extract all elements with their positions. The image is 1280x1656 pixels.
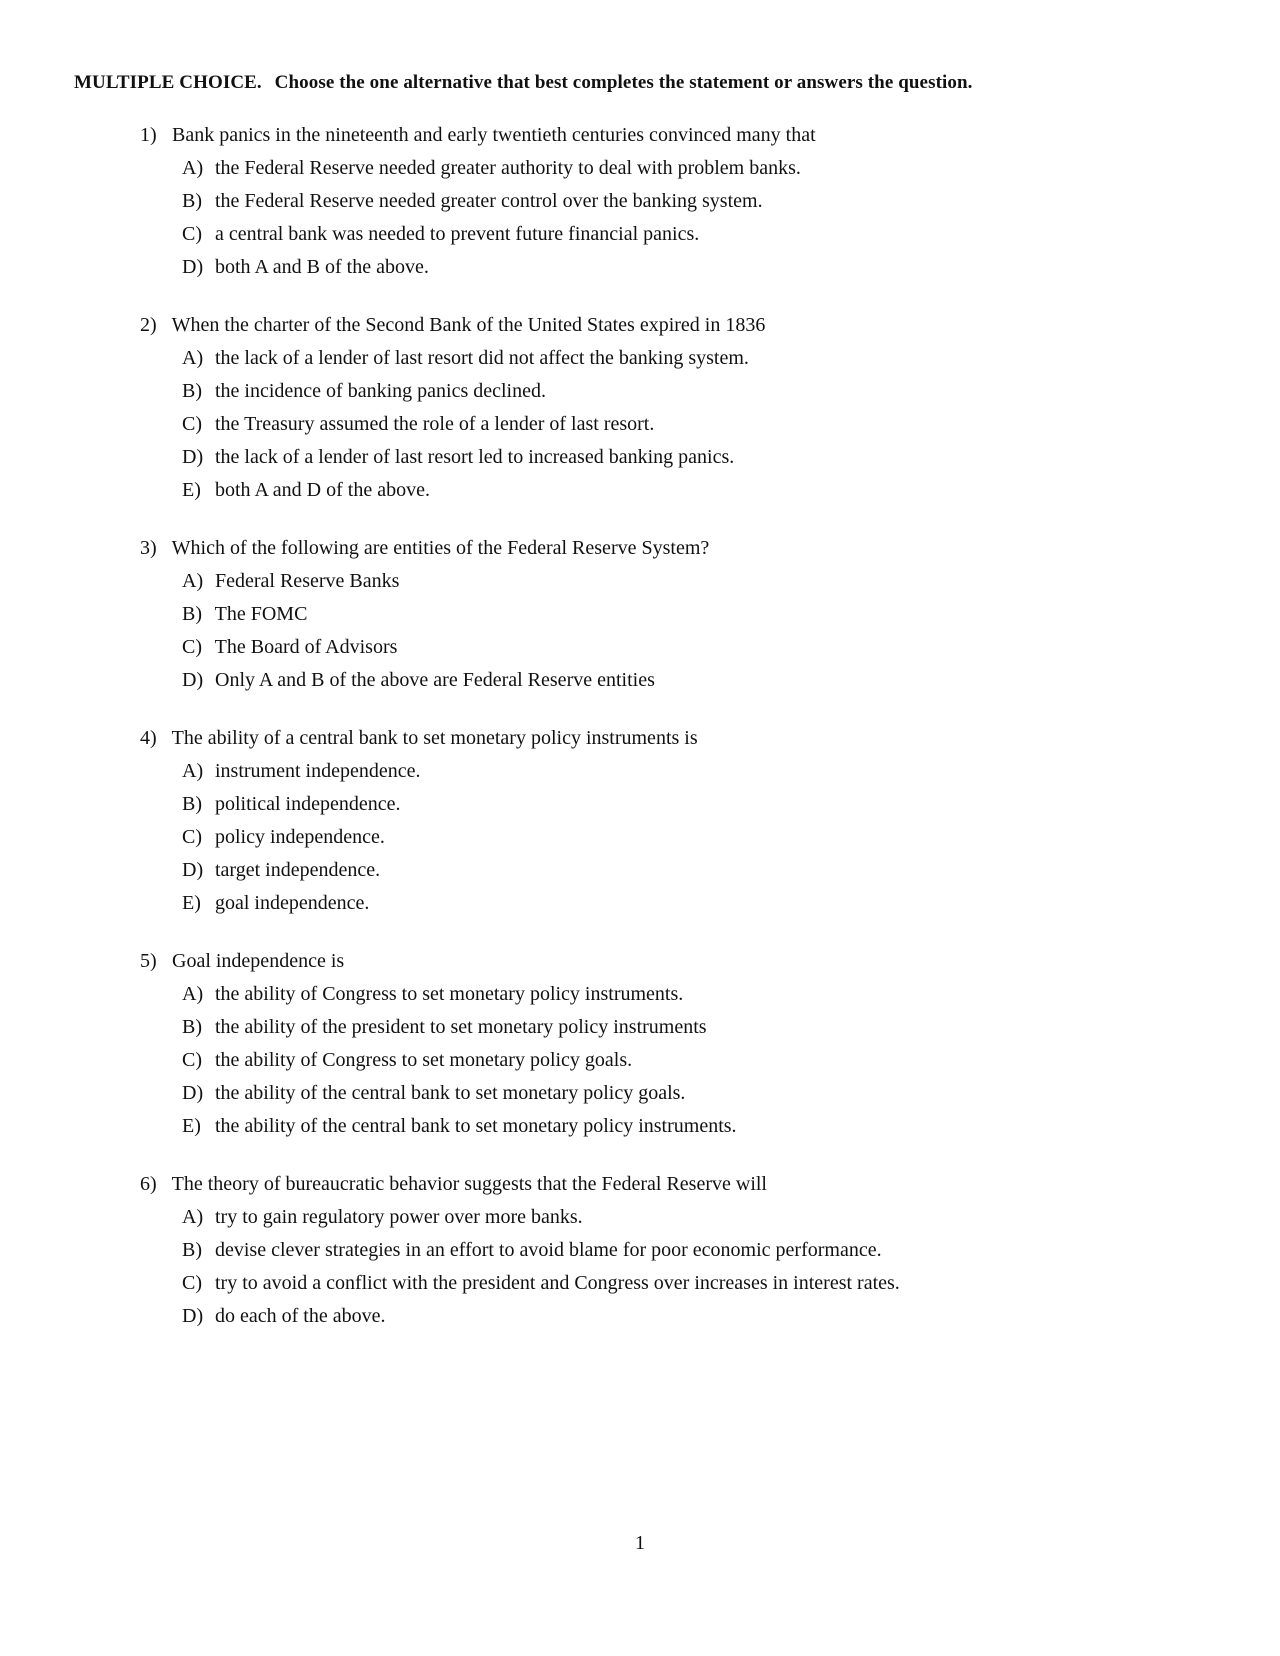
choice-letter: C) (182, 413, 202, 435)
choice-letter: B) (182, 1016, 202, 1038)
answer-choice (140, 1267, 900, 1300)
choice-text: the Federal Reserve needed greater control over the banking system. (215, 190, 763, 212)
choice-text: the Treasury assumed the role of a lender of last resort. (215, 413, 655, 435)
answer-choice (140, 978, 737, 1011)
choice-text: goal independence. (215, 892, 370, 914)
question-stem (140, 119, 816, 152)
choice-text: the ability of Congress to set monetary policy goals. (215, 1049, 633, 1071)
question-number: 5) (140, 950, 157, 972)
question-number: 2) (140, 314, 157, 336)
answer-choice (140, 788, 698, 821)
choice-letter: D) (182, 1305, 204, 1327)
question-text: The ability of a central bank to set monetary policy instruments is (171, 727, 698, 749)
choice-text: both A and D of the above. (215, 479, 430, 501)
choice-text: the ability of the central bank to set monetary policy goals. (215, 1082, 686, 1104)
answer-choice (140, 598, 709, 631)
question-number: 1) (140, 124, 157, 146)
choice-text: do each of the above. (215, 1305, 386, 1327)
answer-choice (140, 441, 765, 474)
answer-choice (140, 185, 816, 218)
choice-letter: C) (182, 1049, 202, 1071)
choice-letter: A) (182, 347, 204, 369)
question-2 (140, 309, 765, 507)
choice-text: the ability of the president to set monetary policy instruments (215, 1016, 707, 1038)
choice-text: The Board of Advisors (214, 636, 398, 658)
answer-choice (140, 664, 709, 697)
section-title: MULTIPLE CHOICE. (74, 72, 262, 93)
answer-choice (140, 565, 709, 598)
question-text: Bank panics in the nineteenth and early twentieth centuries convinced many that (172, 124, 816, 146)
answer-choice (140, 887, 698, 920)
question-text: The theory of bureaucratic behavior suggests that the Federal Reserve will (171, 1173, 767, 1195)
choice-text: instrument independence. (215, 760, 421, 782)
answer-choice (140, 474, 765, 507)
choice-text: target independence. (215, 859, 381, 881)
choice-text: the Federal Reserve needed greater authority to deal with problem banks. (215, 157, 801, 179)
choice-letter: C) (182, 1272, 202, 1294)
answer-choice (140, 342, 765, 375)
answer-choice (140, 755, 698, 788)
question-1 (140, 119, 816, 284)
answer-choice (140, 1234, 900, 1267)
choice-text: devise clever strategies in an effort to avoid blame for poor economic performance. (215, 1239, 882, 1261)
question-number: 6) (140, 1173, 157, 1195)
question-5 (140, 945, 737, 1143)
choice-text: the ability of the central bank to set monetary policy instruments. (215, 1115, 737, 1137)
choice-text: the lack of a lender of last resort did not affect the banking system. (215, 347, 749, 369)
answer-choice (140, 631, 709, 664)
choice-letter: A) (182, 760, 204, 782)
choice-text: Only A and B of the above are Federal Reserve entities (215, 669, 655, 691)
answer-choice (140, 821, 698, 854)
choice-text: political independence. (215, 793, 401, 815)
answer-choice (140, 1044, 737, 1077)
answer-choice (140, 1077, 737, 1110)
choice-text: both A and B of the above. (215, 256, 429, 278)
question-stem (140, 532, 709, 565)
choice-letter: E) (182, 479, 201, 501)
choice-letter: B) (182, 603, 202, 625)
answer-choice (140, 1300, 900, 1333)
answer-choice (140, 408, 765, 441)
answer-choice (140, 152, 816, 185)
question-6 (140, 1168, 900, 1333)
answer-choice (140, 1110, 737, 1143)
answer-choice (140, 1011, 737, 1044)
choice-letter: C) (182, 636, 202, 658)
question-stem (140, 945, 737, 978)
answer-choice (140, 218, 816, 251)
choice-letter: A) (182, 570, 204, 592)
answer-choice (140, 854, 698, 887)
question-text: When the charter of the Second Bank of the United States expired in 1836 (171, 314, 766, 336)
choice-letter: E) (182, 1115, 201, 1137)
question-stem (140, 1168, 900, 1201)
choice-letter: D) (182, 256, 204, 278)
question-number: 4) (140, 727, 157, 749)
choice-text: The FOMC (214, 603, 308, 625)
choice-letter: B) (182, 190, 202, 212)
answer-choice (140, 375, 765, 408)
choice-letter: D) (182, 1082, 204, 1104)
instructions-text: Choose the one alternative that best completes the statement or answers the question. (274, 72, 973, 93)
choice-letter: A) (182, 1206, 204, 1228)
choice-letter: B) (182, 1239, 202, 1261)
answer-choice (140, 251, 816, 284)
choice-letter: C) (182, 826, 202, 848)
question-text: Goal independence is (172, 950, 345, 972)
question-4 (140, 722, 698, 920)
choice-text: the incidence of banking panics declined. (215, 380, 546, 402)
question-3 (140, 532, 709, 697)
choice-text: try to avoid a conflict with the president and Congress over increases in interest rates. (215, 1272, 900, 1294)
choice-letter: D) (182, 859, 204, 881)
answer-choice (140, 1201, 900, 1234)
choice-letter: A) (182, 157, 204, 179)
question-stem (140, 722, 698, 755)
choice-letter: D) (182, 669, 204, 691)
question-number: 3) (140, 537, 157, 559)
choice-letter: D) (182, 446, 204, 468)
choice-text: policy independence. (215, 826, 385, 848)
choice-letter: C) (182, 223, 202, 245)
choice-letter: E) (182, 892, 201, 914)
choice-text: the ability of Congress to set monetary policy instruments. (215, 983, 684, 1005)
choice-text: the lack of a lender of last resort led to increased banking panics. (215, 446, 735, 468)
choice-letter: A) (182, 983, 204, 1005)
choice-text: a central bank was needed to prevent future financial panics. (215, 223, 700, 245)
question-text: Which of the following are entities of the Federal Reserve System? (171, 537, 710, 559)
page-number: 1 (635, 1532, 645, 1554)
question-stem (140, 309, 765, 342)
choice-text: try to gain regulatory power over more banks. (215, 1206, 583, 1228)
choice-letter: B) (182, 793, 202, 815)
choice-letter: B) (182, 380, 202, 402)
instructions-header (74, 72, 973, 94)
choice-text: Federal Reserve Banks (215, 570, 400, 592)
